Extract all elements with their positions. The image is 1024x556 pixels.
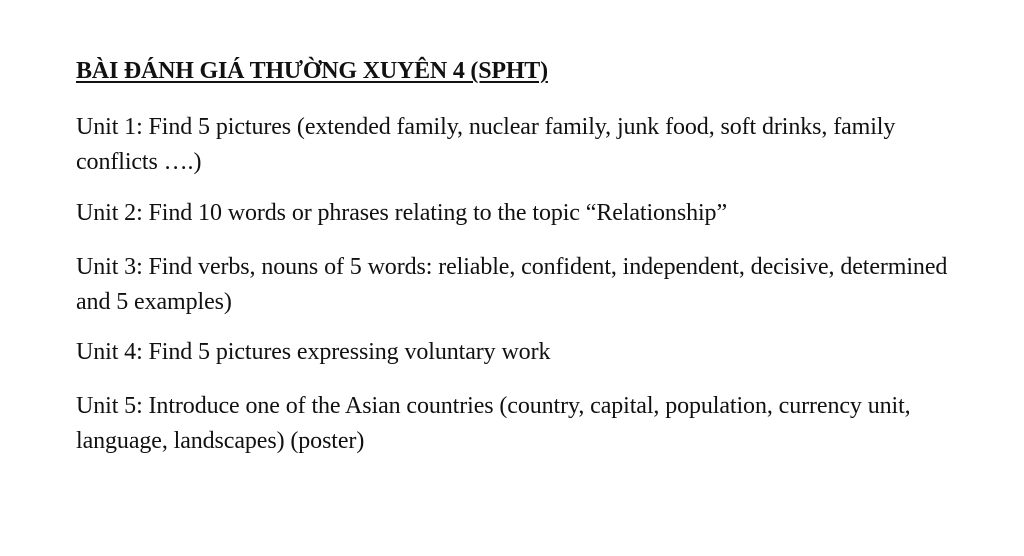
unit-5-instruction: Unit 5: Introduce one of the Asian countries (country, capital, population, currency unit, language, landscapes) (poster)	[76, 393, 911, 454]
unit-2-instruction: Unit 2: Find 10 words or phrases relating to the topic “Relationship”	[76, 200, 727, 226]
unit-4-instruction: Unit 4: Find 5 pictures expressing voluntary work	[76, 339, 551, 365]
page-title: BÀI ĐÁNH GIÁ THƯỜNG XUYÊN 4 (SPHT)	[76, 58, 548, 84]
unit-1-instruction: Unit 1: Find 5 pictures (extended family, nuclear family, junk food, soft drinks, family conflicts ….)	[76, 114, 896, 175]
unit-3-instruction: Unit 3: Find verbs, nouns of 5 words: reliable, confident, independent, decisive, determined and 5 examples)	[76, 254, 948, 315]
